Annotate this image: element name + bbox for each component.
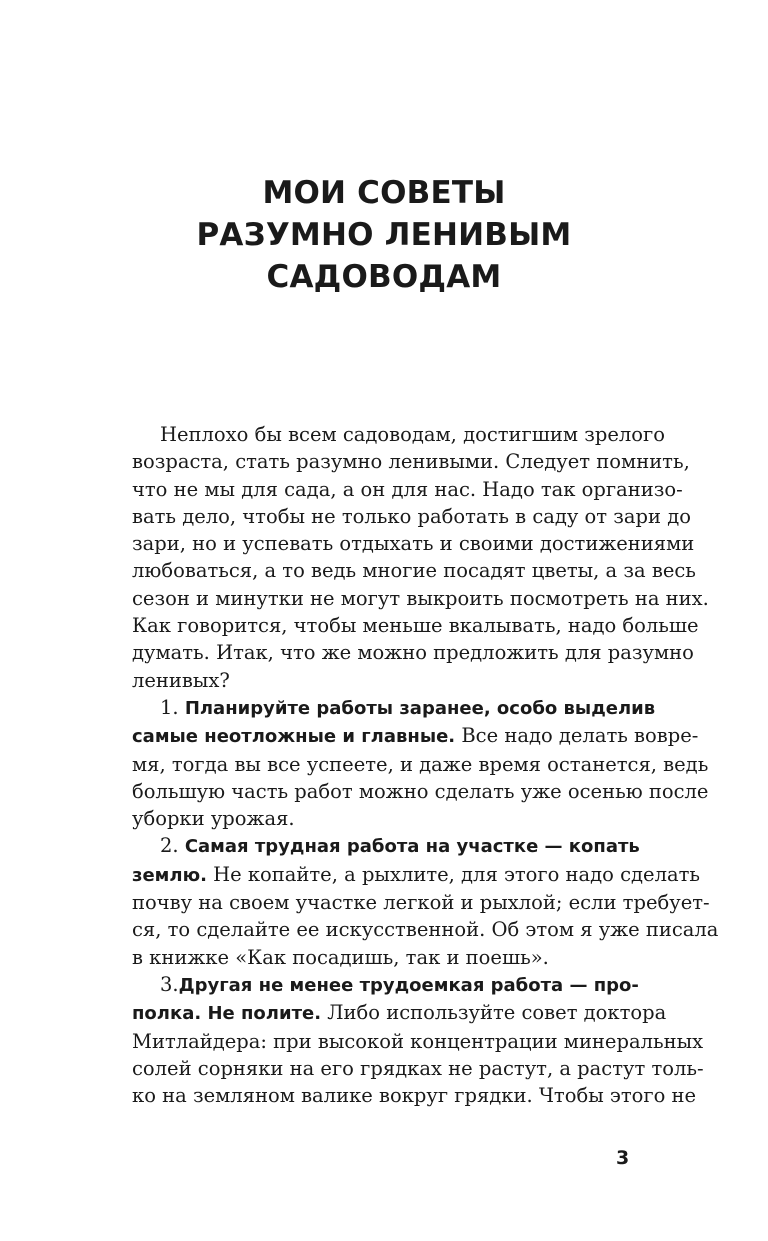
text-line: думать. Итак, что же можно предложить для разумно (132, 641, 694, 665)
page-number: 3 (616, 1147, 630, 1169)
text-fragment: Все надо делать вовре- (455, 724, 699, 748)
text-line: Как говорится, чтобы меньше вкалывать, надо больше (132, 614, 699, 638)
text-fragment: Не копайте, а рыхлите, для этого надо сделать (206, 862, 701, 886)
text-line (132, 999, 667, 1027)
text-line: ко на земляном валике вокруг грядки. Чтобы этого не (132, 1084, 697, 1108)
tip-number: 3. (160, 972, 179, 996)
tip-paragraph-1 (132, 694, 709, 832)
text-line: большую часть работ можно сделать уже осенью после (132, 779, 709, 803)
tip-number: 2. (160, 834, 179, 858)
text-fragment: Либо используйте совет доктора (321, 1001, 667, 1025)
tip-paragraph-3 (132, 971, 704, 1109)
tip-heading: Самая трудная работа на участке — копать (184, 836, 640, 858)
tip-heading: землю. (132, 864, 207, 886)
text-line: зари, но и успевать отдыхать и своими достижениями (132, 532, 695, 556)
text-line: любоваться, а то ведь многие посадят цветы, а за весь (132, 559, 696, 583)
title-line: РАЗУМНО ЛЕНИВЫМ (196, 217, 572, 253)
tip-heading-line (132, 832, 640, 860)
text-line: возраста, стать разумно ленивыми. Следует помнить, (132, 450, 690, 474)
text-line: сезон и минутки не могут выкроить посмотреть на них. (132, 586, 709, 610)
text-line: ся, то сделайте ее искусственной. Об этом я уже писала (132, 918, 719, 942)
tip-heading: самые неотложные и главные. (132, 726, 456, 748)
text-line: что не мы для сада, а он для нас. Надо так организо- (132, 477, 683, 501)
chapter-body (132, 421, 719, 1109)
text-line (132, 722, 699, 750)
text-line: солей сорняки на его грядках не растут, а растут толь- (132, 1056, 704, 1080)
chapter-title (0, 172, 768, 298)
text-line: уборки урожая. (132, 807, 295, 831)
tip-heading: полка. Не полите. (132, 1003, 322, 1025)
title-line: МОИ СОВЕТЫ (262, 175, 506, 211)
text-line: Неплохо бы всем садоводам, достигшим зрелого (160, 423, 665, 446)
text-line (132, 861, 701, 889)
tip-heading-line (132, 694, 656, 722)
intro-paragraph (132, 421, 709, 694)
text-line: в книжке «Как посадишь, так и поешь». (132, 945, 549, 969)
tip-paragraph-2 (132, 832, 719, 970)
text-line: вать дело, чтобы не только работать в саду от зари до (132, 504, 691, 528)
tip-heading-line (132, 971, 639, 999)
tip-heading: Планируйте работы заранее, особо выделив (184, 697, 656, 719)
text-line: почву на своем участке легкой и рыхлой; если требует- (132, 891, 710, 915)
text-line: ленивых? (132, 668, 230, 692)
tip-number: 1. (160, 695, 179, 719)
text-line: мя, тогда вы все успеете, и даже время останется, ведь (132, 752, 709, 776)
title-line: САДОВОДАМ (266, 259, 502, 295)
text-line: Митлайдера: при высокой концентрации минеральных (132, 1029, 704, 1053)
tip-heading: Другая не менее трудоемкая работа — про- (178, 974, 639, 996)
